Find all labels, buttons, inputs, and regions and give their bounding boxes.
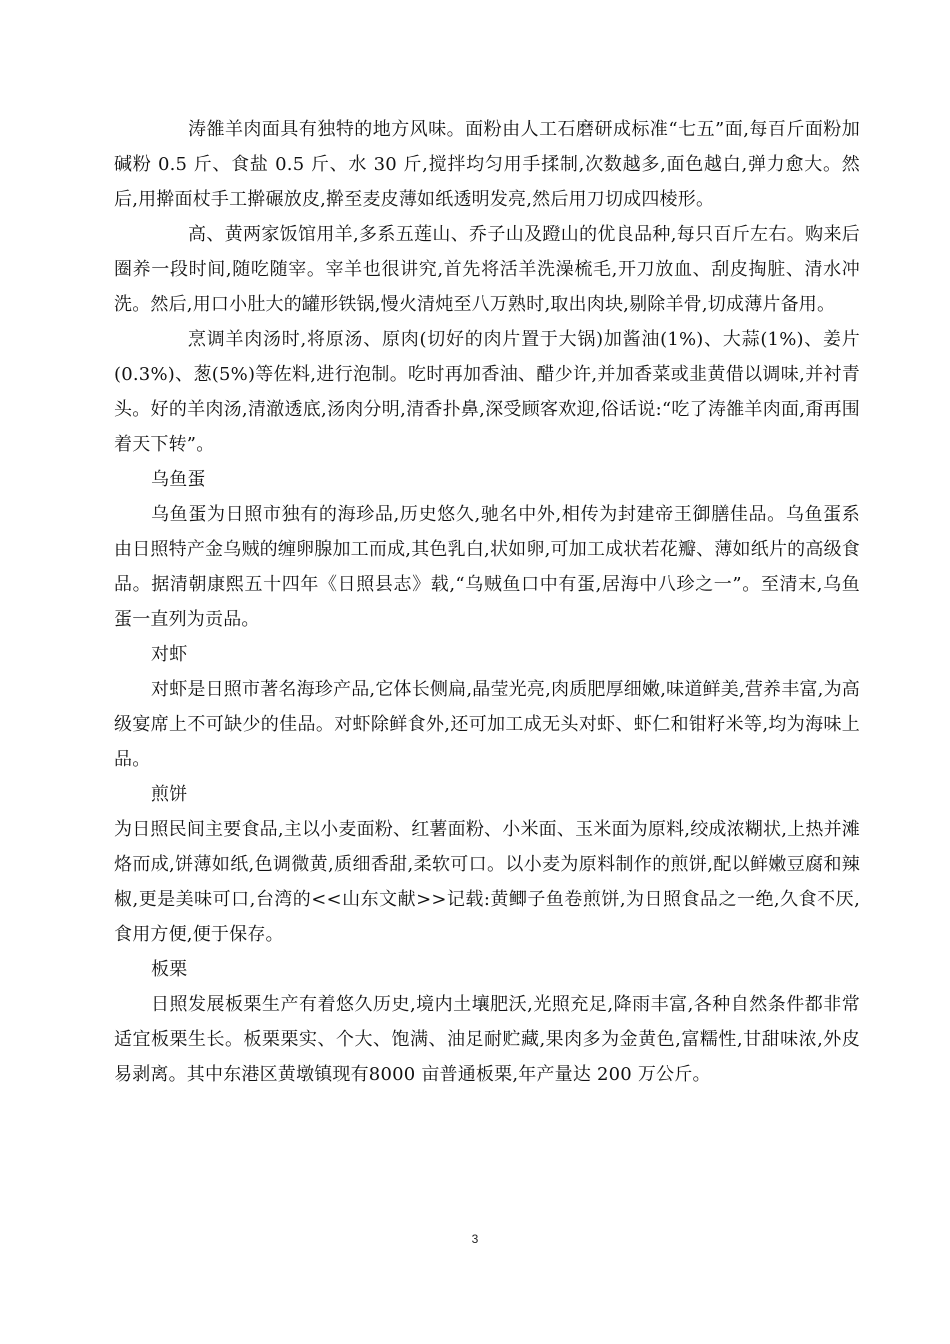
section-heading-prawn: 对虾 — [151, 644, 188, 665]
paragraph-mutton-soup: 烹调羊肉汤时,将原汤、原肉(切好的肉片置于大锅)加酱油(1%)、大蒜(1%)、姜片(0.3%)、葱(5%)等佐料,进行泡制。吃时再加香油、醋少许,并加香菜或韭黄借以调味,并衬青头。好的羊肉汤,清澈透底,汤肉分明,清香扑鼻,深受顾客欢迎,俗话说:“吃了涛雒羊肉面,甭再围着天下转”。 — [114, 329, 860, 455]
paragraph-cuttlefish-egg: 乌鱼蛋为日照市独有的海珍品,历史悠久,驰名中外,相传为封建帝王御膳佳品。乌鱼蛋系由日照特产金乌贼的缠卵腺加工而成,其色乳白,状如卵,可加工成状若花瓣、薄如纸片的高级食品。据清朝康熙五十四年《日照县志》载,“乌贼鱼口中有蛋,居海中八珍之一”。至清末,乌鱼蛋一直列为贡品。 — [114, 504, 860, 630]
section-heading-chestnut: 板栗 — [151, 959, 188, 980]
paragraph-prawn: 对虾是日照市著名海珍产品,它体长侧扁,晶莹光亮,肉质肥厚细嫩,味道鲜美,营养丰富,为高级宴席上不可缺少的佳品。对虾除鲜食外,还可加工成无头对虾、虾仁和钳籽米等,均为海味上品。 — [114, 679, 860, 770]
paragraph-mutton-selection: 高、黄两家饭馆用羊,多系五莲山、乔子山及蹬山的优良品种,每只百斤左右。购来后圈养一段时间,随吃随宰。宰羊也很讲究,首先将活羊洗澡梳毛,开刀放血、刮皮掏脏、清水冲洗。然后,用口小肚大的罐形铁锅,慢火清炖至八万熟时,取出肉块,剔除羊骨,切成薄片备用。 — [114, 224, 860, 315]
section-heading-cuttlefish-egg: 乌鱼蛋 — [151, 469, 206, 490]
section-heading-pancake: 煎饼 — [151, 784, 188, 805]
page-number: 3 — [471, 1232, 479, 1246]
paragraph-chestnut: 日照发展板栗生产有着悠久历史,境内土壤肥沃,光照充足,降雨丰富,各种自然条件都非常适宜板栗生长。板栗栗实、个大、饱满、油足耐贮藏,果肉多为金黄色,富糯性,甘甜味浓,外皮易剥离。其中东港区黄墩镇现有8000 亩普通板栗,年产量达 200 万公斤。 — [114, 994, 860, 1085]
paragraph-taoluo-noodle-intro: 涛雒羊肉面具有独特的地方风味。面粉由人工石磨研成标准“七五”面,每百斤面粉加碱粉 0.5 斤、食盐 0.5 斤、水 30 斤,搅拌均匀用手揉制,次数越多,面色越白,弹力愈大。然后,用擀面杖手工擀碾放皮,擀至麦皮薄如纸透明发亮,然后用刀切成四棱形。 — [114, 119, 860, 210]
paragraph-pancake: 为日照民间主要食品,主以小麦面粉、红薯面粉、小米面、玉米面为原料,绞成浓糊状,上热并滩烙而成,饼薄如纸,色调微黄,质细香甜,柔软可口。以小麦为原料制作的煎饼,配以鲜嫩豆腐和辣椒,更是美味可口,台湾的<<山东文献>>记载:黄鲫子鱼卷煎饼,为日照食品之一绝,久食不厌,食用方便,便于保存。 — [114, 819, 860, 945]
page-body — [114, 112, 860, 1092]
